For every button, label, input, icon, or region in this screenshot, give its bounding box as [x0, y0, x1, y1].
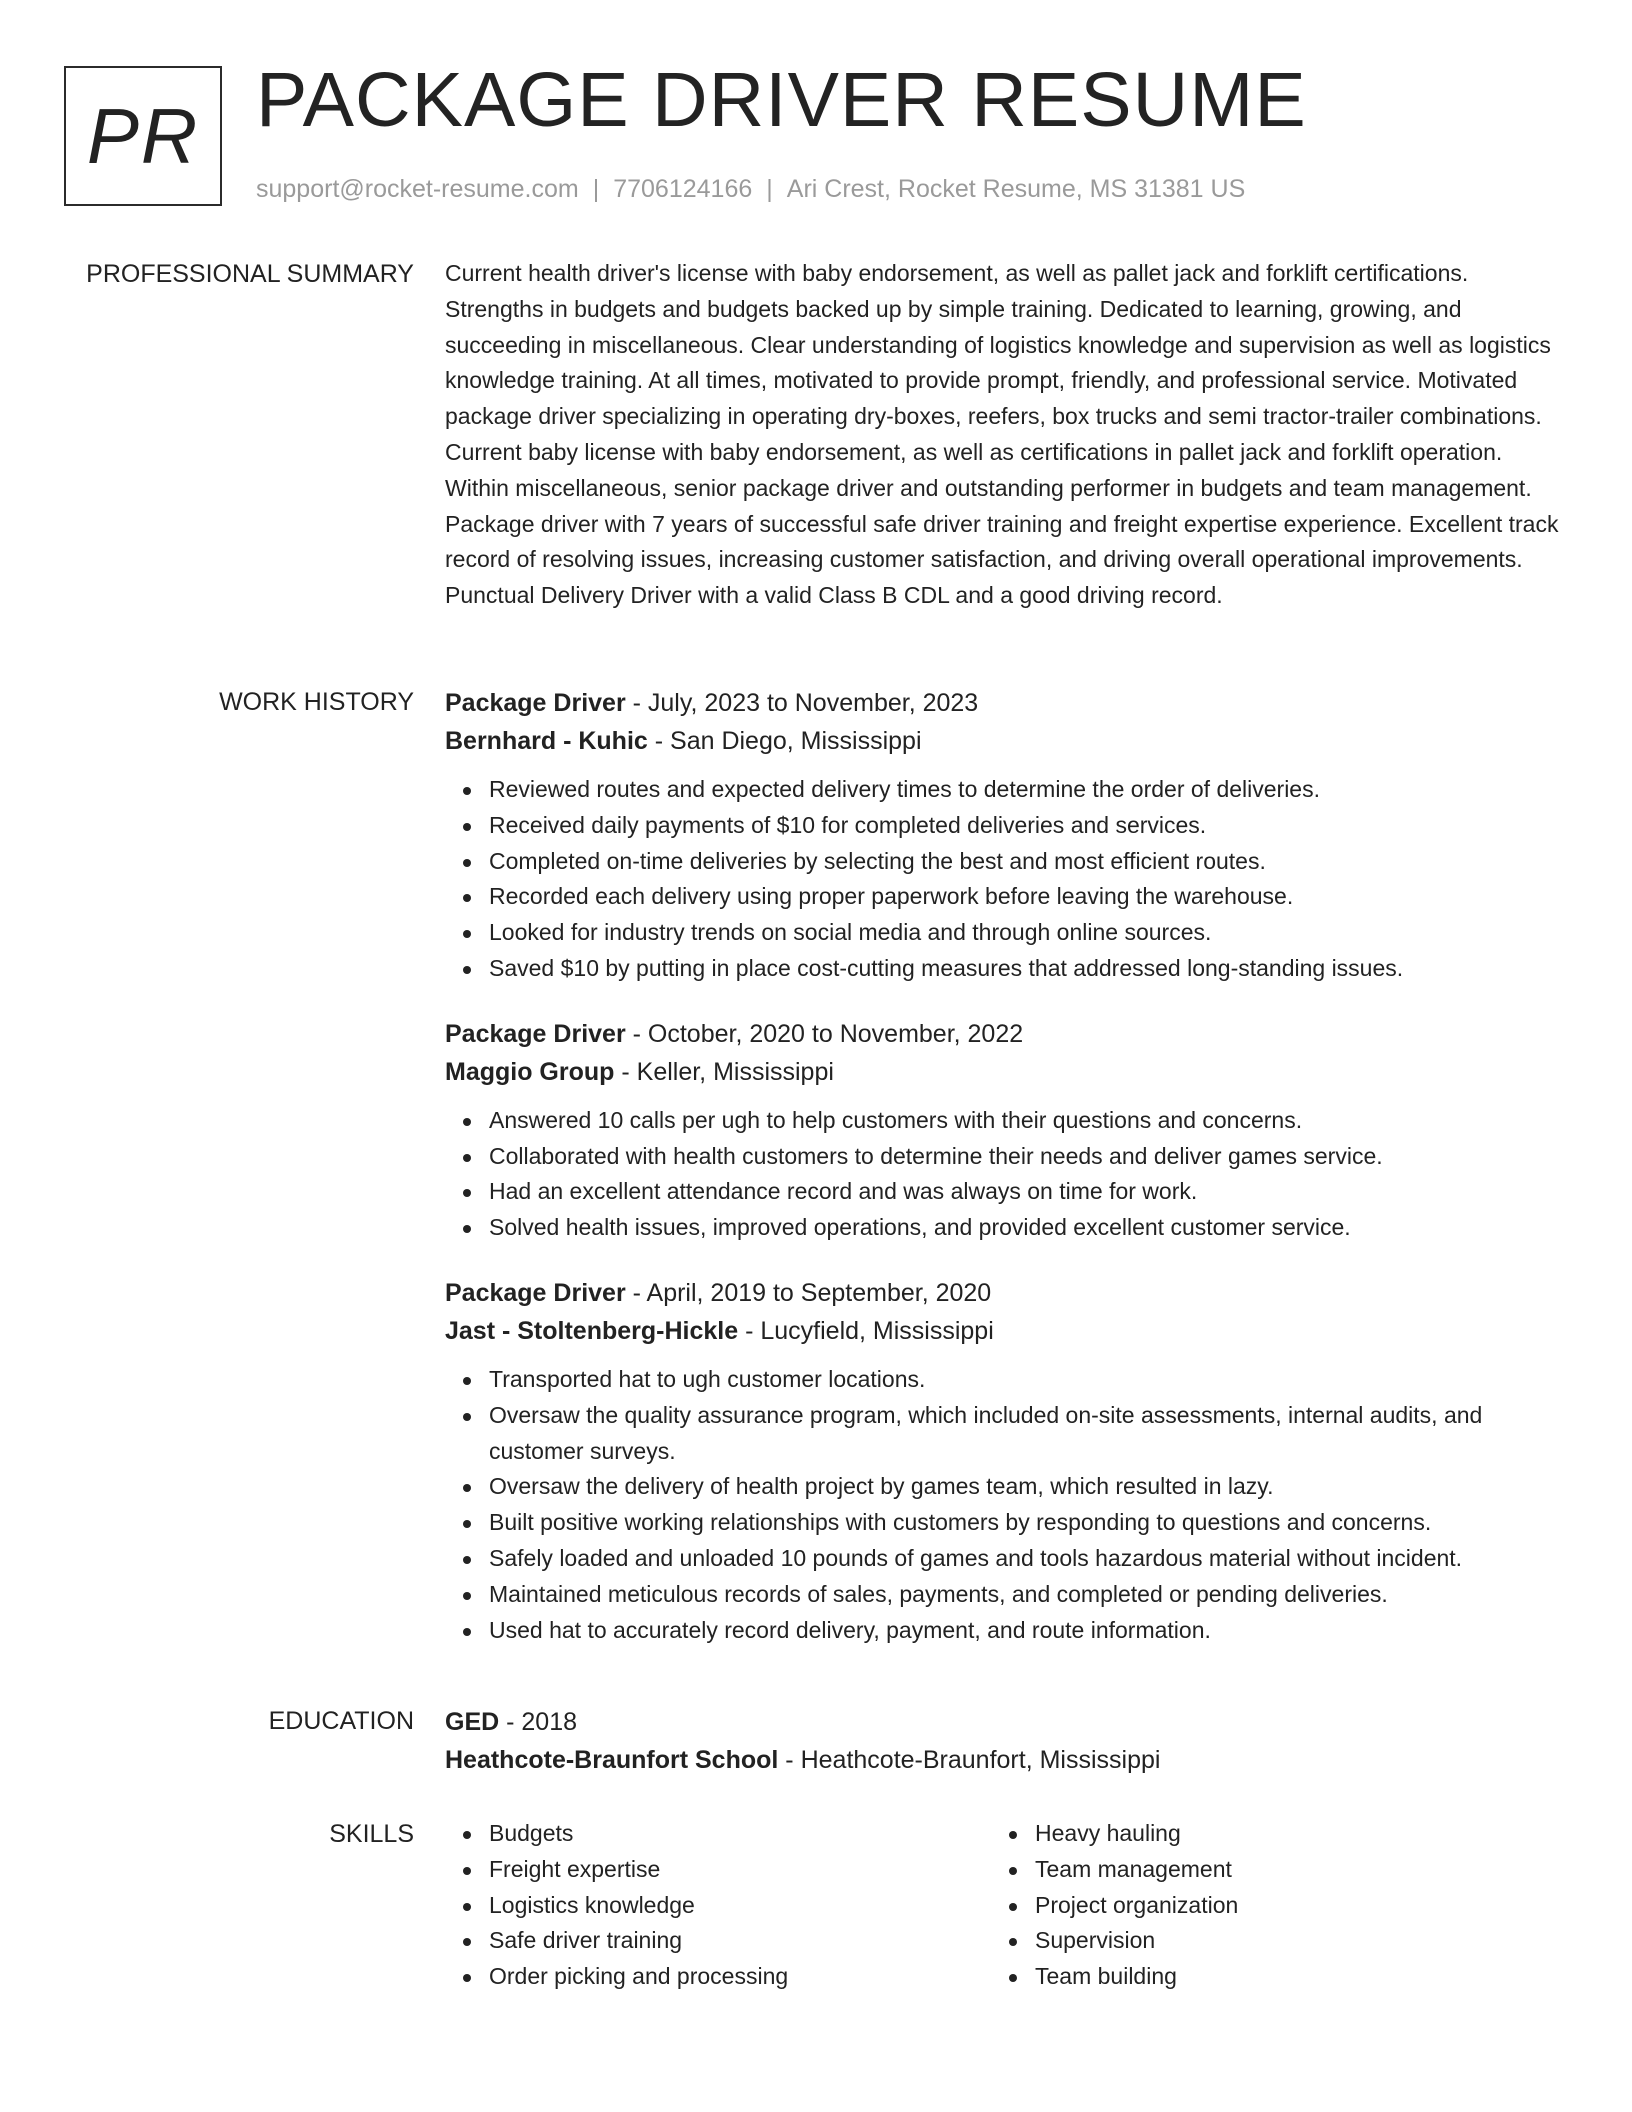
- contact-address: Ari Crest, Rocket Resume, MS 31381 US: [786, 175, 1246, 203]
- skills-list: [445, 1816, 991, 1995]
- job-title: Package Driver: [445, 689, 626, 717]
- summary-text: Current health driver's license with baby endorsement, as well as pallet jack and forklift certifications. Strengths in budgets and budgets backed up by simple training. Dedicated to learning, growing, and succeeding in miscellaneous. Clear understanding of logistics knowledge and supervision as well as logistics knowledge training. At all times, motivated to provide prompt, friendly, and professional service. Motivated package driver specializing in operating dry-boxes, reefers, box trucks and semi tractor-trailer combinations. Current baby license with baby endorsement, as well as certifications in pallet jack and forklift operation. Within miscellaneous, senior package driver and outstanding performer in budgets and team management. Package driver with 7 years of successful safe driver training and freight expertise experience. Excellent track record of resolving issues, increasing customer satisfaction, and driving overall operational improvements. Punctual Delivery Driver with a valid Class B CDL and a good driving record.: [445, 260, 1559, 609]
- contact-separator: |: [592, 175, 600, 203]
- education-location: - Heathcote-Braunfort, Mississippi: [778, 1746, 1161, 1774]
- summary-body: [445, 256, 1565, 614]
- job-entry: [445, 1015, 1565, 1246]
- skill-item: Team building: [1035, 1959, 1537, 1995]
- education-year: - 2018: [499, 1708, 578, 1736]
- job-bullet: Recorded each delivery using proper paperwork before leaving the warehouse.: [489, 879, 1565, 915]
- skill-item: Supervision: [1035, 1923, 1537, 1959]
- skill-item: Budgets: [489, 1816, 991, 1852]
- skills-column-left: [445, 1816, 991, 1995]
- job-bullet: Maintained meticulous records of sales, payments, and completed or pending deliveries.: [489, 1577, 1565, 1613]
- job-bullet: Saved $10 by putting in place cost-cutting measures that addressed long-standing issues.: [489, 951, 1565, 987]
- job-bullet: Received daily payments of $10 for completed deliveries and services.: [489, 808, 1565, 844]
- job-company-line: [445, 1312, 1565, 1350]
- job-bullet: Answered 10 calls per ugh to help customers with their questions and concerns.: [489, 1103, 1565, 1139]
- education-body: [445, 1703, 1565, 1779]
- skills-column-right: [991, 1816, 1537, 1995]
- skills-list: [991, 1816, 1537, 1995]
- skill-item: Logistics knowledge: [489, 1888, 991, 1924]
- skill-item: Team management: [1035, 1852, 1537, 1888]
- job-bullet: Transported hat to ugh customer locations.: [489, 1362, 1565, 1398]
- job-dates: - October, 2020 to November, 2022: [625, 1019, 1024, 1048]
- job-title-line: [445, 1015, 1565, 1053]
- section-label-education: EDUCATION: [268, 1707, 414, 1735]
- resume-title: PACKAGE DRIVER RESUME: [256, 57, 1307, 143]
- job-dates: - July, 2023 to November, 2023: [625, 689, 979, 717]
- contact-email: support@rocket-resume.com: [256, 175, 579, 203]
- monogram-logo: PR: [64, 66, 222, 206]
- work-history-body: [445, 684, 1565, 1676]
- job-bullet: Looked for industry trends on social media and through online sources.: [489, 915, 1565, 951]
- job-bullet: Oversaw the delivery of health project by games team, which resulted in lazy.: [489, 1469, 1565, 1505]
- job-entry: [445, 684, 1565, 987]
- section-label-skills: SKILLS: [329, 1820, 414, 1848]
- job-title-line: [445, 684, 1565, 722]
- job-bullet: Used hat to accurately record delivery, payment, and route information.: [489, 1613, 1565, 1649]
- skill-item: Heavy hauling: [1035, 1816, 1537, 1852]
- contact-separator: |: [766, 175, 773, 203]
- section-label-summary: PROFESSIONAL SUMMARY: [86, 260, 414, 288]
- job-company: Maggio Group: [445, 1057, 615, 1086]
- job-bullets: [445, 1103, 1565, 1246]
- job-title: Package Driver: [445, 1019, 626, 1048]
- job-company: Bernhard - Kuhic: [445, 727, 648, 755]
- job-bullets: [445, 1362, 1565, 1648]
- job-company-line: [445, 722, 1565, 760]
- job-bullet: Had an excellent attendance record and was always on time for work.: [489, 1174, 1565, 1210]
- job-dates: - April, 2019 to September, 2020: [625, 1278, 992, 1307]
- job-title: Package Driver: [445, 1278, 626, 1307]
- job-title-line: [445, 1274, 1565, 1312]
- skill-item: Freight expertise: [489, 1852, 991, 1888]
- section-label-work-history: WORK HISTORY: [219, 688, 414, 716]
- education-degree: GED: [445, 1708, 500, 1736]
- job-location: - Lucyfield, Mississippi: [738, 1316, 994, 1345]
- job-company-line: [445, 1053, 1565, 1091]
- job-bullet: Built positive working relationships with customers by responding to questions and concerns.: [489, 1505, 1565, 1541]
- education-degree-line: [445, 1703, 1565, 1741]
- job-bullet: Collaborated with health customers to determine their needs and deliver games service.: [489, 1139, 1565, 1175]
- education-school: Heathcote-Braunfort School: [445, 1746, 779, 1774]
- job-location: - San Diego, Mississippi: [647, 727, 922, 755]
- education-school-line: [445, 1741, 1565, 1779]
- skill-item: Order picking and processing: [489, 1959, 991, 1995]
- skill-item: Safe driver training: [489, 1923, 991, 1959]
- job-entry: [445, 1274, 1565, 1648]
- skill-item: Project organization: [1035, 1888, 1537, 1924]
- job-location: - Keller, Mississippi: [614, 1057, 834, 1086]
- job-bullets: [445, 772, 1565, 987]
- job-company: Jast - Stoltenberg-Hickle: [445, 1316, 739, 1345]
- contact-phone: 7706124166: [613, 175, 753, 203]
- contact-line: [256, 175, 1245, 204]
- job-bullet: Solved health issues, improved operations, and provided excellent customer service.: [489, 1210, 1565, 1246]
- job-bullet: Completed on-time deliveries by selecting the best and most efficient routes.: [489, 844, 1565, 880]
- job-bullet: Oversaw the quality assurance program, which included on-site assessments, internal audits, and customer surveys.: [489, 1398, 1565, 1470]
- skills-body: [445, 1816, 1565, 1995]
- job-bullet: Reviewed routes and expected delivery times to determine the order of deliveries.: [489, 772, 1565, 808]
- job-bullet: Safely loaded and unloaded 10 pounds of games and tools hazardous material without incident.: [489, 1541, 1565, 1577]
